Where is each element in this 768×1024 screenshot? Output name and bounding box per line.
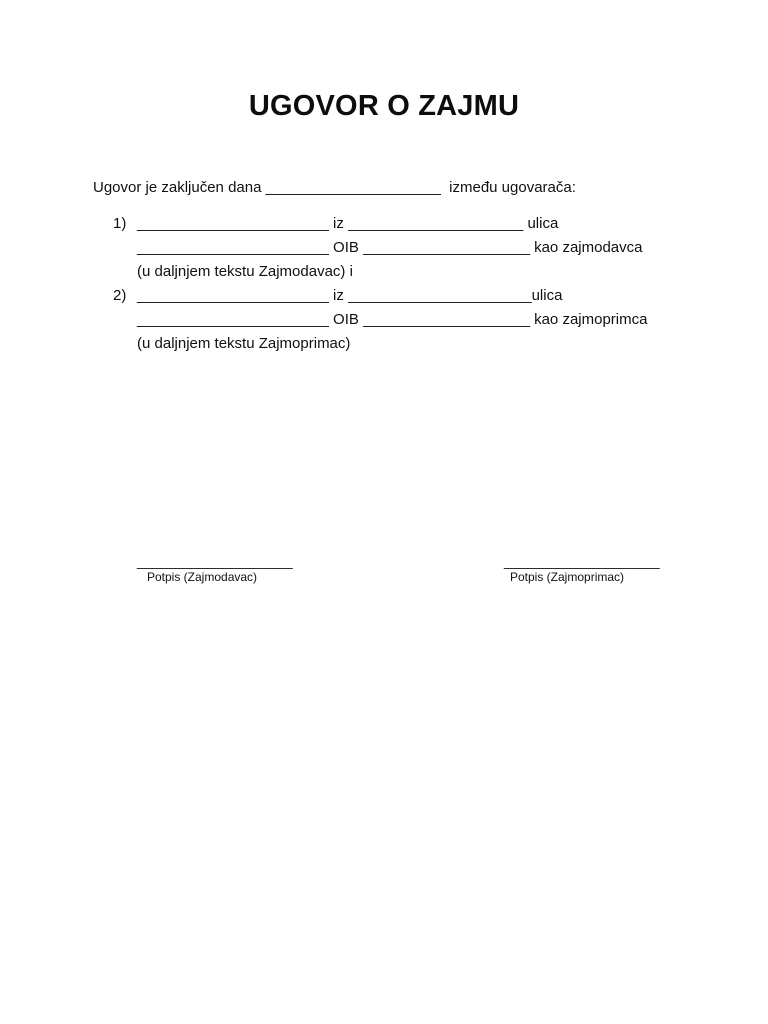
party-1-oib-blank: ____________________	[363, 239, 530, 256]
party-1-line-2	[137, 239, 643, 257]
party-2-line-1	[137, 287, 562, 305]
intro-line	[93, 179, 576, 197]
party-1-street-blank: _______________________	[137, 239, 329, 256]
signature-line-borrower: ____________________	[504, 553, 660, 569]
party-1-line-1	[137, 215, 558, 233]
party-1-street-label: ulica	[527, 215, 559, 232]
party-2-oib-blank: ____________________	[363, 311, 530, 328]
party-1-iz: iz	[333, 215, 344, 232]
party-2-name-blank: _______________________	[137, 287, 329, 304]
party-2-number: 2)	[113, 287, 127, 304]
party-1-number: 1)	[113, 215, 127, 232]
party-2-role: kao zajmoprimca	[534, 311, 648, 328]
party-1-oib-label: OIB	[333, 239, 359, 256]
party-2-iz: iz	[333, 287, 344, 304]
party-2-street-label: ulica	[531, 287, 563, 304]
document-title: UGOVOR O ZAJMU	[248, 90, 520, 122]
signature-caption-borrower: Potpis (Zajmoprimac)	[510, 570, 625, 584]
party-1-name-blank: _______________________	[137, 215, 329, 232]
intro-suffix: između ugovarača:	[449, 179, 576, 196]
party-2-street-blank: _______________________	[137, 311, 329, 328]
party-2-oib-label: OIB	[333, 311, 359, 328]
signature-caption-lender: Potpis (Zajmodavac)	[147, 570, 258, 584]
party-2-line-3: (u daljnjem tekstu Zajmoprimac)	[137, 335, 351, 352]
party-1-role: kao zajmodavca	[534, 239, 643, 256]
party-1-line-3: (u daljnjem tekstu Zajmodavac) i	[137, 263, 353, 280]
party-2-line-2	[137, 311, 647, 329]
party-2-place-blank: ______________________	[348, 287, 532, 304]
party-1-place-blank: _____________________	[348, 215, 524, 232]
intro-prefix: Ugovor je zaključen dana	[93, 179, 262, 196]
intro-date-blank: _____________________	[265, 179, 441, 196]
signature-line-lender: ____________________	[137, 553, 293, 569]
